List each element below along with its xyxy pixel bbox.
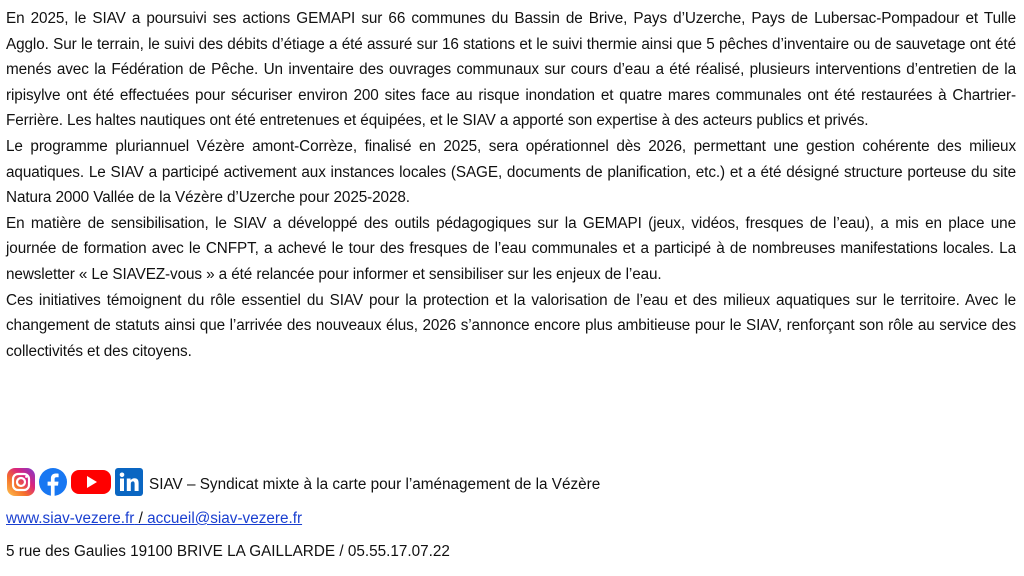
- youtube-icon[interactable]: [70, 467, 112, 497]
- social-row: [6, 464, 1016, 497]
- instagram-icon[interactable]: [6, 467, 36, 497]
- paragraph-programme: Le programme pluriannuel Vézère amont-Corrèze, finalisé en 2025, sera opérationnel dès 2026, permettant une gestion cohérente des milieux aquatiques. Le SIAV a participé activement aux instances locales (SAGE, documents de planification, etc.) et a été désigné structure porteuse du site Natura 2000 Vallée de la Vézère d’Uzerche pour 2025-2028.: [6, 137, 1016, 207]
- paragraph-actions: En 2025, le SIAV a poursuivi ses actions GEMAPI sur 66 communes du Bassin de Brive, Pays d’Uzerche, Pays de Lubersac-Pompadour et Tulle Agglo. Sur le terrain, le suivi des débits d’étiage a été assuré sur 16 stations et le suivi thermie ainsi que 5 pêches d’inventaire ou de sauvetage ont été menés avec la Fédération de Pêche. Un inventaire des ouvrages communaux sur cours d’eau a été réalisé, plusieurs interventions d’entretien de la ripisylve ont été effectuées pour sécuriser environ 200 sites face au risque inondation et quatre mares communales ont été restaurées à Chartrier-Ferrière. Les haltes nautiques ont été entretenues et équipées, et le SIAV a apporté son expertise à des acteurs publics et privés.: [6, 10, 1016, 130]
- link-separator: /: [134, 510, 148, 527]
- contact-links: [6, 509, 1016, 529]
- linkedin-icon[interactable]: [114, 467, 144, 497]
- paragraph-sensibilisation: En matière de sensibilisation, le SIAV a développé des outils pédagogiques sur la GEMAPI (jeux, vidéos, fresques de l’eau), a mis en place une journée de formation avec le CNFPT, a achevé le tour des fresques de l’eau communales et a participé à de nombreuses manifestations locales. La newsletter « Le SIAVEZ-vous » a été relancée pour informer et sensibiliser sur les enjeux de l’eau.: [6, 214, 1016, 283]
- org-name: SIAV – Syndicat mixte à la carte pour l’aménagement de la Vézère: [149, 476, 601, 493]
- paragraph-conclusion: Ces initiatives témoignent du rôle essentiel du SIAV pour la protection et la valorisation de l’eau et des milieux aquatiques sur le territoire. Avec le changement de statuts ainsi que l’arrivée des nouveaux élus, 2026 s’annonce encore plus ambitieuse pour le SIAV, renforçant son rôle au service des collectivités et des citoyens.: [6, 291, 1016, 360]
- footer: [6, 464, 1016, 562]
- facebook-icon[interactable]: [38, 467, 68, 497]
- document-body: [6, 6, 1016, 364]
- address-line: 5 rue des Gaulies 19100 BRIVE LA GAILLARDE / 05.55.17.07.22: [6, 543, 450, 560]
- email-link[interactable]: accueil@siav-vezere.fr: [147, 510, 303, 527]
- website-link[interactable]: www.siav-vezere.fr: [6, 510, 135, 527]
